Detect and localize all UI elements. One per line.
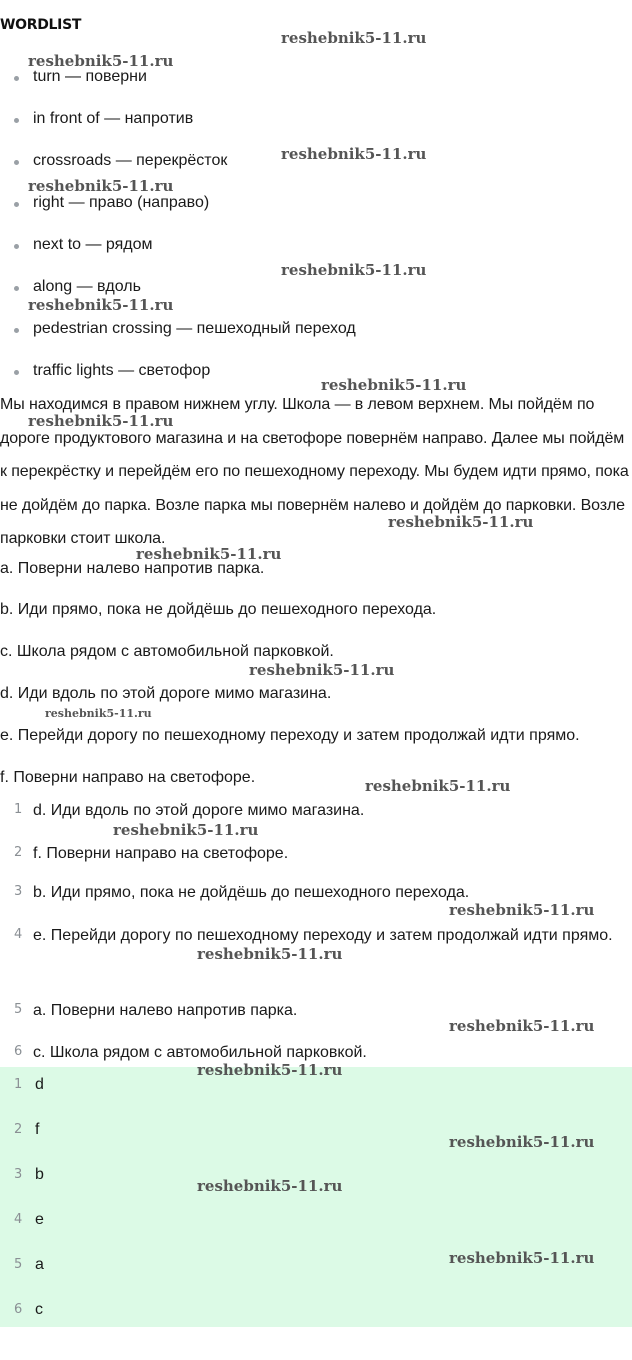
- watermark: reshebnik5-11.ru: [449, 1133, 595, 1151]
- answer-row: [0, 1298, 632, 1322]
- item-number: 5: [14, 1002, 23, 1017]
- bullet-icon: [14, 328, 19, 333]
- answer-block: [0, 1067, 632, 1327]
- watermark: reshebnik5-11.ru: [28, 177, 174, 195]
- list-item-text: next to — рядом: [33, 236, 153, 253]
- task-item: e. Перейди дорогу по пешеходному переходу и затем продолжай идти прямо.: [0, 727, 580, 744]
- watermark: reshebnik5-11.ru: [281, 261, 427, 279]
- answer-number: 2: [14, 1122, 23, 1137]
- watermark: reshebnik5-11.ru: [197, 945, 343, 963]
- watermark: reshebnik5-11.ru: [197, 1177, 343, 1195]
- watermark: reshebnik5-11.ru: [449, 901, 595, 919]
- list-item: [14, 275, 141, 299]
- item-text: e. Перейди дорогу по пешеходному переходу и затем продолжай идти прямо.: [33, 927, 613, 944]
- watermark: reshebnik5-11.ru: [281, 29, 427, 47]
- bullet-icon: [14, 76, 19, 81]
- answer-number: 3: [14, 1167, 23, 1182]
- task-item: f. Поверни направо на светофоре.: [0, 769, 256, 786]
- list-item-text: right — право (направо): [33, 194, 210, 211]
- answer-number: 1: [14, 1077, 23, 1092]
- answer-row: [0, 1163, 632, 1187]
- item-text: a. Поверни налево напротив парка.: [33, 1002, 298, 1019]
- watermark: reshebnik5-11.ru: [281, 145, 427, 163]
- bullet-icon: [14, 160, 19, 165]
- watermark: reshebnik5-11.ru: [113, 821, 259, 839]
- item-text: d. Иди вдоль по этой дороге мимо магазина.: [33, 802, 365, 819]
- answer-row: [0, 1073, 632, 1097]
- item-number: 6: [14, 1044, 23, 1059]
- watermark: reshebnik5-11.ru: [28, 296, 174, 314]
- bullet-icon: [14, 370, 19, 375]
- answer-letter: e: [35, 1211, 44, 1228]
- list-item-text: along — вдоль: [33, 278, 141, 295]
- item-number: 1: [14, 802, 23, 817]
- answer-row: [0, 1253, 632, 1277]
- watermark: reshebnik5-11.ru: [136, 545, 282, 563]
- answer-letter: d: [35, 1076, 44, 1093]
- answer-row: [0, 1208, 632, 1232]
- bullet-icon: [14, 118, 19, 123]
- item-number: 4: [14, 927, 23, 942]
- list-item: [14, 233, 153, 257]
- route-paragraph: Мы находимся в правом нижнем углу. Школа — в левом верхнем. Мы пойдём по дороге продуктового магазина и на светофоре повернём направо. Далее мы пойдём к перекрёстку и перейдём его по пешеходному переходу. Мы будем идти прямо, пока не дойдём до парка. Возле парка мы повернём налево и дойдём до парковки. Возле парковки стоит школа.: [0, 396, 629, 547]
- list-item-text: turn — поверни: [33, 68, 147, 85]
- list-item: [14, 317, 356, 341]
- answer-number: 4: [14, 1212, 23, 1227]
- watermark: reshebnik5-11.ru: [28, 412, 174, 430]
- item-text: c. Школа рядом с автомобильной парковкой.: [33, 1044, 367, 1061]
- item-text: b. Иди прямо, пока не дойдёшь до пешеходного перехода.: [33, 884, 470, 901]
- answer-letter: b: [35, 1166, 44, 1183]
- answer-number: 5: [14, 1257, 23, 1272]
- list-item: [14, 149, 227, 173]
- wordlist-title: WORDLIST: [0, 17, 82, 33]
- task-item: a. Поверни налево напротив парка.: [0, 560, 265, 577]
- watermark: reshebnik5-11.ru: [449, 1017, 595, 1035]
- list-item: [14, 359, 210, 383]
- answer-letter: f: [35, 1121, 40, 1138]
- answer-number: 6: [14, 1302, 23, 1317]
- watermark: reshebnik5-11.ru: [197, 1061, 343, 1079]
- answer-row: [0, 1118, 632, 1142]
- watermark: reshebnik5-11.ru: [28, 52, 174, 70]
- list-item: [14, 191, 209, 215]
- watermark: reshebnik5-11.ru: [449, 1249, 595, 1267]
- bullet-icon: [14, 286, 19, 291]
- list-item: [14, 107, 193, 131]
- item-text: f. Поверни направо на светофоре.: [33, 845, 289, 862]
- task-item: b. Иди прямо, пока не дойдёшь до пешеходного перехода.: [0, 601, 437, 618]
- list-item-text: in front of — напротив: [33, 110, 194, 127]
- bullet-icon: [14, 202, 19, 207]
- list-item-text: crossroads — перекрёсток: [33, 152, 228, 169]
- watermark: reshebnik5-11.ru: [249, 661, 395, 679]
- watermark: reshebnik5-11.ru: [321, 376, 467, 394]
- list-item-text: pedestrian crossing — пешеходный переход: [33, 320, 356, 337]
- item-number: 3: [14, 884, 23, 899]
- bullet-icon: [14, 244, 19, 249]
- watermark: reshebnik5-11.ru: [45, 707, 152, 720]
- item-number: 2: [14, 845, 23, 860]
- watermark: reshebnik5-11.ru: [365, 777, 511, 795]
- task-item: d. Иди вдоль по этой дороге мимо магазина.: [0, 685, 332, 702]
- answer-letter: a: [35, 1256, 44, 1273]
- list-item: [14, 65, 147, 89]
- answer-letter: c: [35, 1301, 43, 1318]
- task-item: c. Школа рядом с автомобильной парковкой.: [0, 643, 334, 660]
- watermark: reshebnik5-11.ru: [388, 513, 534, 531]
- list-item-text: traffic lights — светофор: [33, 362, 211, 379]
